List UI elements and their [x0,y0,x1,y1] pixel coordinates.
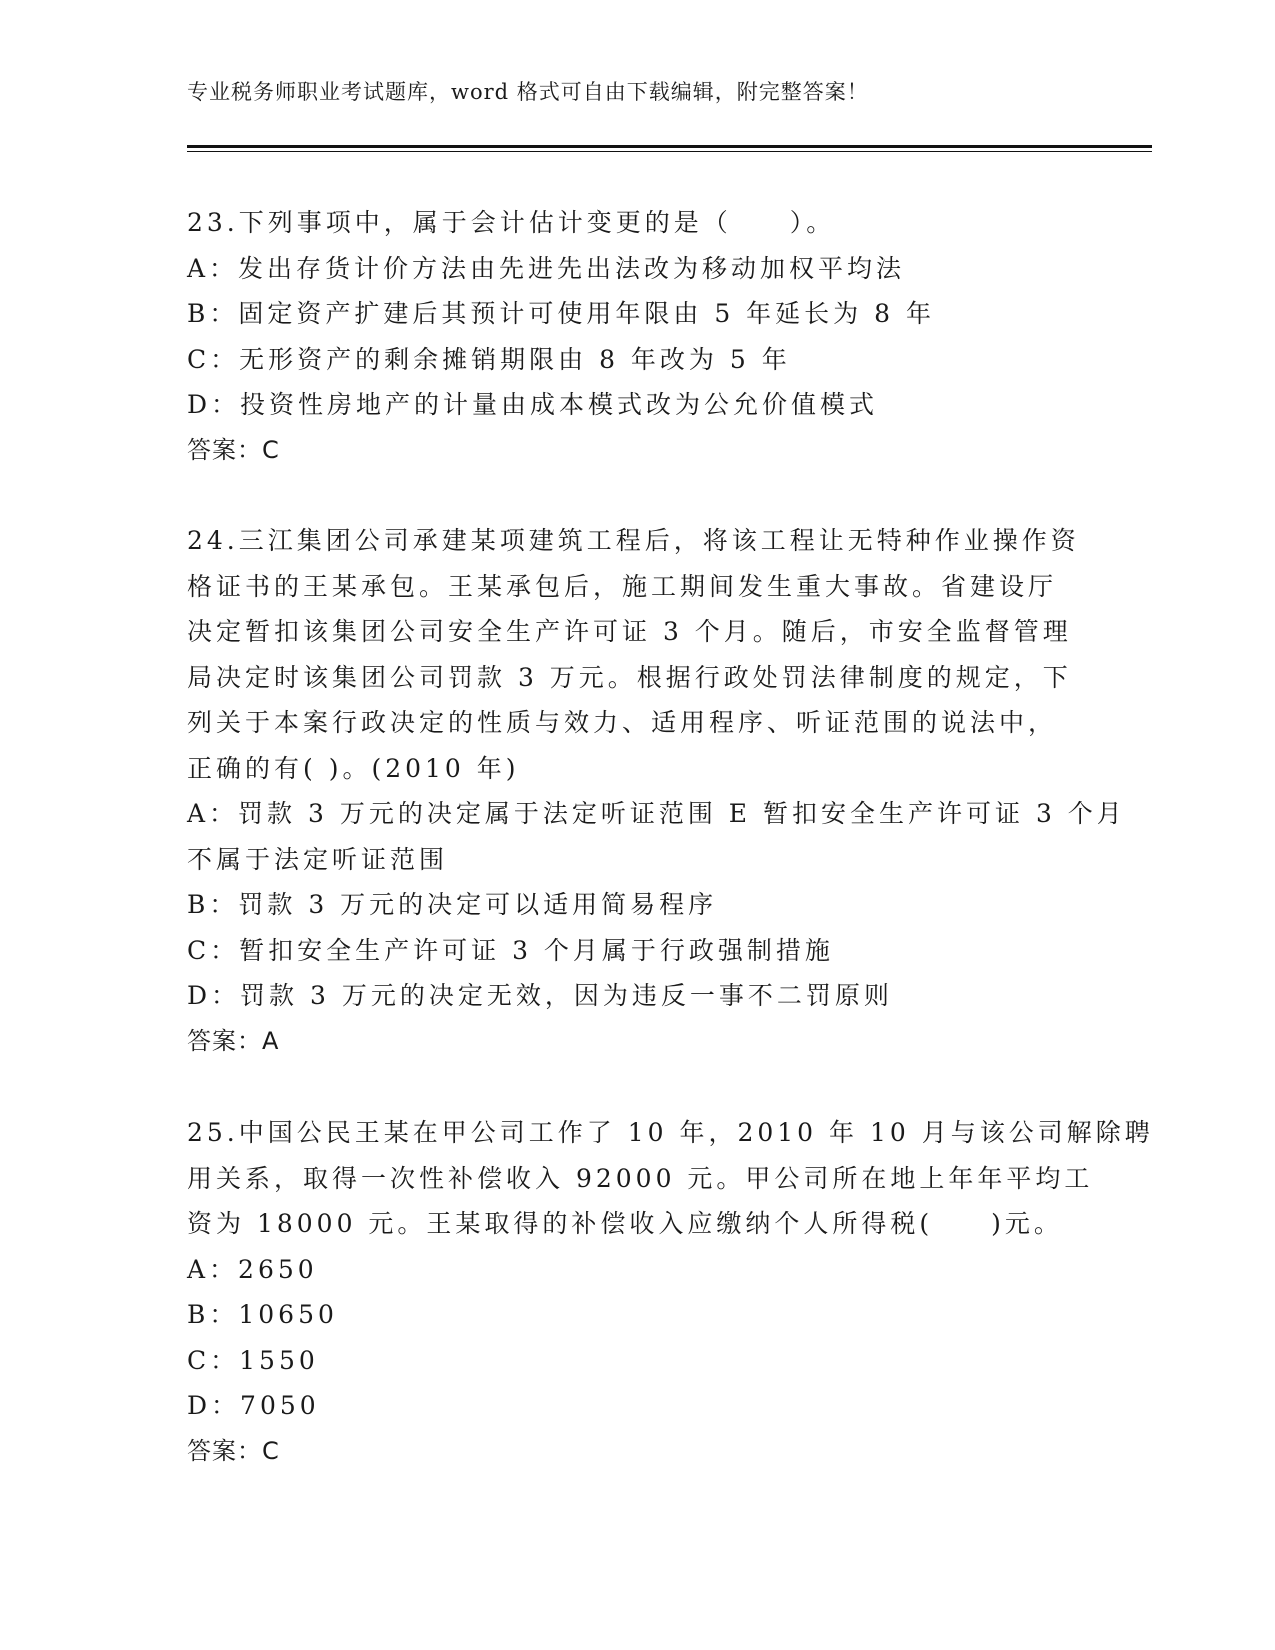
question-stem-line: 决定暂扣该集团公司安全生产许可证 3 个月。随后，市安全监督管理 [187,617,1072,646]
option-c: C：暂扣安全生产许可证 3 个月属于行政强制措施 [187,935,834,965]
option-b: B：罚款 3 万元的决定可以适用简易程序 [187,890,718,919]
option-b: B：固定资产扩建后其预计可使用年限由 5 年延长为 8 年 [187,299,935,328]
question-stem-line: 格证书的王某承包。王某承包后，施工期间发生重大事故。省建设厅 [187,571,1058,601]
option-a: A：发出存货计价方法由先进先出法改为移动加权平均法 [187,253,906,283]
option-c: C：无形资产的剩余摊销期限由 8 年改为 5 年 [187,344,791,374]
question-stem-line: 资为 18000 元。王某取得的补偿收入应缴纳个人所得税( )元。 [187,1209,1063,1238]
answer: 答案：C [187,1436,280,1465]
option-a: A：2650 [187,1254,318,1284]
question-stem: 23.下列事项中，属于会计估计变更的是（ ）。 [187,208,836,237]
option-c: C：1550 [187,1345,319,1375]
option-d: D：投资性房地产的计量由成本模式改为公允价值模式 [187,390,879,419]
question-23 [187,200,1087,473]
answer: 答案：C [187,435,280,464]
question-24 [187,518,1126,1064]
header-divider-thin [187,151,1152,152]
option-a-continued: 不属于法定听证范围 [187,844,449,874]
question-25 [187,1110,1154,1474]
option-d: D：罚款 3 万元的决定无效，因为违反一事不二罚原则 [187,981,893,1010]
question-stem-line: 25.中国公民王某在甲公司工作了 10 年，2010 年 10 月与该公司解除聘 [187,1118,1154,1147]
question-stem-line: 列关于本案行政决定的性质与效力、适用程序、听证范围的说法中， [187,708,1058,737]
option-b: B：10650 [187,1300,338,1329]
option-d: D：7050 [187,1391,320,1420]
page-header: 专业税务师职业考试题库，word 格式可自由下载编辑，附完整答案！ [187,80,869,104]
answer: 答案：A [187,1026,280,1055]
header-divider-thick [187,145,1152,148]
question-stem-line: 用关系，取得一次性补偿收入 92000 元。甲公司所在地上年年平均工 [187,1163,1094,1193]
question-stem-line: 局决定时该集团公司罚款 3 万元。根据行政处罚法律制度的规定，下 [187,662,1072,692]
option-a: A：罚款 3 万元的决定属于法定听证范围 E 暂扣安全生产许可证 3 个月 [187,799,1126,828]
question-stem-line: 正确的有( )。(2010 年) [187,753,520,783]
question-stem-line: 24.三江集团公司承建某项建筑工程后，将该工程让无特种作业操作资 [187,526,1080,555]
